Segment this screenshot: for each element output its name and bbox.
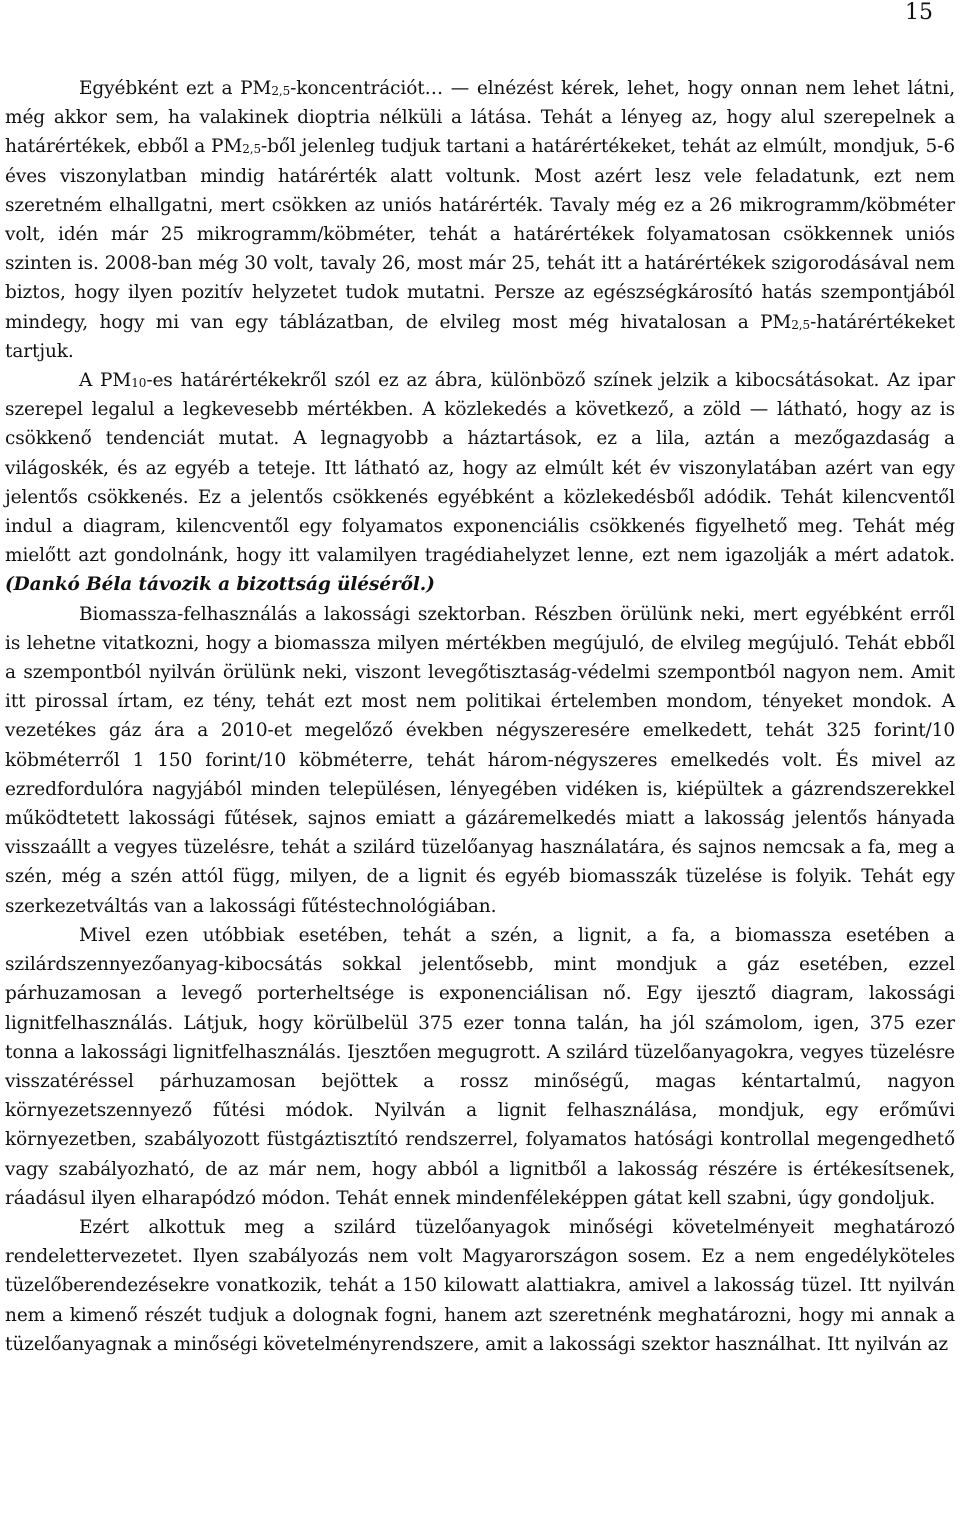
subscript: 10 (131, 376, 147, 391)
paragraph-text: -ből jelenleg tudjuk tartani a határértékeket, tehát az elmúlt, mondjuk, 5-6 éves viszonylatban mindig határérték alatt voltunk. Most azért lesz vele feladatunk, ezt nem szeretném elhallgatni, mert csökken az uniós határérték. Tavaly még ez a 26 mikrogramm/köbméter volt, idén már 25 mikrogramm/köbméter, tehát a határértékek folyamatosan csökkennek uniós szinten is. 2008-ban még 30 volt, tavaly 26, most már 25, tehát itt a határértékek szigorodásával nem biztos, hogy ilyen pozitív helyzetet tudok mutatni. Persze az egészségkárosító hatás szempontjából mindegy, hogy mi van egy táblázatban, de elvileg most még hivatalosan a PM (5, 136, 955, 333)
subscript: 2,5 (791, 317, 811, 332)
paragraph-text: -koncentrációt… — elnézést kérek, lehet, hogy onnan nem lehet látni, még akkor sem, ha valakinek dioptria nélküli a látása. Tehát a lényeg az, hogy alul szerepelnek a határértékek, ebből a PM (5, 78, 955, 158)
paragraph-text: -es határértékekről szól ez az ábra, különböző színek jelzik a kibocsátásokat. Az ipar szerepel legalul a legkevesebb mértékben. A közlekedés a következő, a zöld — látható, hogy az is csökkenő tendenciát mutat. A legnagyobb a háztartások, ez a lila, aztán a mezőgazdaság a világoskék, és az egyéb a teteje. Itt látható az, hogy az elmúlt két év viszonylatában azért van egy jelentős csökkenés. Ez a jelentős csökkenés egyébként a közlekedésből adódik. Tehát kilencventől indul a diagram, kilencventől egy folyamatos exponenciális csökkenés figyelhető meg. Tehát még mielőtt azt gondolnánk, hogy itt valamilyen tragédiahelyzet lenne, ezt nem igazolják a mért adatok. (5, 370, 956, 567)
paragraph-text: -határértékeket tartjuk. (5, 311, 955, 362)
subscript: 2,5 (271, 84, 291, 98)
paragraph-text: Egyébként ezt a PM (79, 78, 272, 99)
subscript: 2,5 (242, 142, 262, 157)
paragraph-text: A PM (79, 370, 132, 392)
page-number: 15 (905, 0, 933, 25)
stage-direction: (Dankó Béla távozik a bizottság üléséről.) (5, 574, 435, 596)
document-body (5, 74, 955, 1359)
paragraph-text: Biomassza-felhasználás a lakossági szektorban. Részben örülünk neki, mert egyébként erről is lehetne vitatkozni, hogy a biomassza milyen mértékben megújuló, de elvileg megújuló. Tehát ebből a szempontból nyilván örülünk neki, viszont levegőtisztaság-védelmi szempontból nagyon nem. Amit itt pirossal írtam, ez tény, tehát ezt most nem politikai értelemben mondom, tényeket mondok. A vezetékes gáz ára a 2010-et megelőző években négyszeresére emelkedett, tehát 325 forint/10 köbméterről 1 150 forint/10 köbméterre, tehát három-négyszeres emelkedés volt. És mivel az ezredfordulóra nagyjából minden településen, lényegében vidéken is, kiépültek a gázrendszerekkel működtetett lakossági fűtések, sajnos emiatt a gázáremelkedés miatt a lakosság jelentős hányada visszaállt a vegyes tüzelésre, tehát a szilárd tüzelőanyag használatára, és sajnos nemcsak a fa, meg a szén, még a szén attól függ, milyen, de a lignit és egyéb biomasszák tüzelése is folyik. Tehát egy szerkezetváltás van a lakossági fűtéstechnológiában. (5, 603, 955, 917)
paragraph (5, 600, 955, 921)
paragraph (5, 1213, 955, 1359)
paragraph-text: Ezért alkottuk meg a szilárd tüzelőanyagok minőségi követelményeit meghatározó rendelettervezetet. Ilyen szabályozás nem volt Magyarországon sosem. Ez a nem engedélyköteles tüzelőberendezésekre vonatkozik, tehát a 150 kilowatt alattiakra, amivel a lakosság tüzel. Itt nyilván nem a kimenő részét tudjuk a dolognak fogni, hanem azt szeretnénk meghatározni, hogy mi annak a tüzelőanyagnak a minőségi követelményrendszere, amit a lakossági szektor használhat. Itt nyilván az (5, 1216, 955, 1355)
paragraph (5, 921, 955, 1213)
paragraph (5, 74, 955, 366)
paragraph-text: Mivel ezen utóbbiak esetében, tehát a szén, a lignit, a fa, a biomassza esetében a szilárdszennyezőanyag-kibocsátás sokkal jelentősebb, mint mondjuk a gáz esetében, ezzel párhuzamosan a levegő porterheltsége is exponenciálisan nő. Egy ijesztő diagram, lakossági lignitfelhasználás. Látjuk, hogy körülbelül 375 ezer tonna talán, ha jól számolom, igen, 375 ezer tonna a lakossági lignitfelhasználás. Ijesztően megugrott. A szilárd tüzelőanyagokra, vegyes tüzelésre visszatéréssel párhuzamosan bejöttek a rossz minőségű, magas kéntartalmú, nagyon környezetszennyező fűtési módok. Nyilván a lignit felhasználása, mondjuk, egy erőművi környezetben, szabályozott füstgáztisztító rendszerrel, folyamatos hatósági kontrollal megengedhető vagy szabályozható, de az már nem, hogy abból a lignitből a lakosság részére is értékesítsenek, ráadásul ilyen elharapódzó módon. Tehát ennek mindenféleképpen gátat kell szabni, úgy gondoljuk. (5, 924, 955, 1209)
paragraph (5, 366, 955, 600)
